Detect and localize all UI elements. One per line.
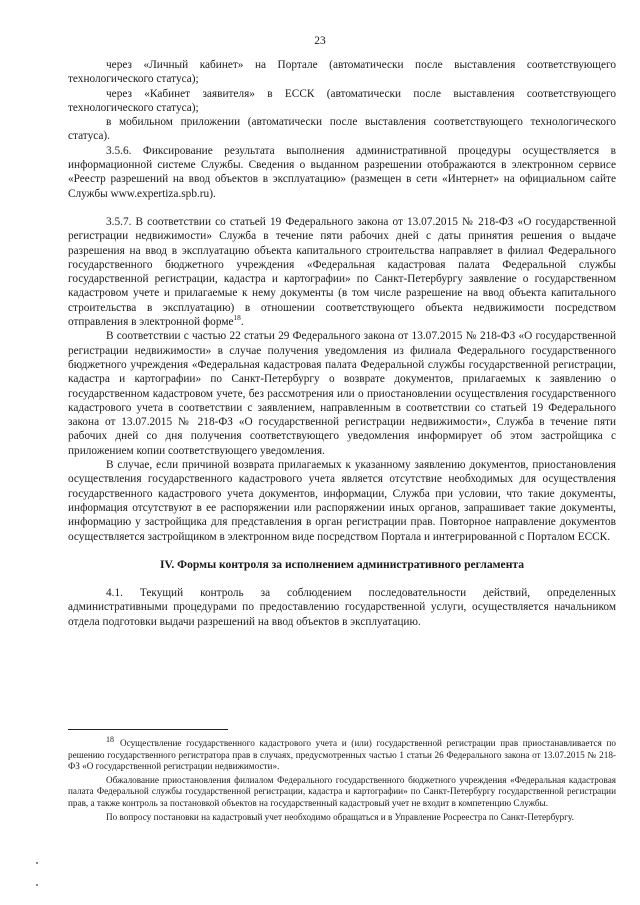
scan-speck [36, 884, 38, 886]
footnote-divider [68, 729, 228, 730]
footnote-18-part-1 [68, 734, 616, 773]
paragraph-part-22: В соответствии с частью 22 статьи 29 Федерального закона от 13.07.2015 № 218-ФЗ «О государственной регистрации недвижимости» в случае получения уведомления из филиала Федерального государственного бюджетного учреждения «Федеральная кадастровая палата Федеральной службы государственной регистрации, кадастра и картографии» по Санкт-Петербургу о возврате документов, прилагаемых к заявлению о государственном кадастровом учете, без рассмотрения или о приостановлении осуществления государственного кадастрового учета в соответствии с заявлением, направленным в соответствии со статьей 19 Федерального закона от 13.07.2015 № 218-ФЗ «О государственной регистрации недвижимости», Служба в течение пяти рабочих дней со дня получения соответствующего уведомления информирует об этом застройщика с приложением копии соответствующего уведомления. [68, 330, 616, 457]
paragraph-essk-cabinet: через «Кабинет заявителя» в ЕССК (автоматически после выставления соответствующего технологического статуса); [68, 87, 616, 114]
paragraph-return-reason: В случае, если причиной возврата прилагаемых к указанному заявлению документов, приостановления осуществления государственного кадастрового учета является отсутствие необходимых для осуществления государственного кадастрового учета документов, информации, Служба при условии, что такие документы, информация отсутствуют в ее распоряжении или распоряжении иных органов, запрашивает такие документы, информацию у застройщика для представления в орган регистрации прав. Повторное направление документов осуществляется застройщиком в электронном виде посредством Портала и интегрированной с Порталом ЕССК. [68, 459, 616, 543]
footnote-18-part-2: Обжалование приостановления филиалом Федерального государственного бюджетного учреждения «Федеральная кадастровая палата Федеральной службы государственной регистрации, кадастра и картографии» по Санкт-Петербургу государственной регистрации прав, а также контроль за постановкой объектов на государственный кадастровый учет не входит в компетенцию Службы. [68, 774, 616, 808]
paragraph-3-5-6: 3.5.6. Фиксирование результата выполнения административной процедуры осуществляется в информационной системе Службы. Сведения о выданном разрешении отображаются в электронном сервисе «Реестр разрешений на ввод объектов в эксплуатацию» (размещен в сети «Интернет» на официальном сайте Службы www.expertiza.spb.ru). [68, 144, 616, 200]
paragraph-3-5-7: 3.5.7. В соответствии со статьей 19 Федерального закона от 13.07.2015 № 218-ФЗ «О государственной регистрации недвижимости» Служба в течение пяти рабочих дней с даты принятия решения о выдаче разрешения на ввод в эксплуатацию объекта капитального строительства направляет в филиал Федерального государственного бюджетного учреждения «Федеральная кадастровая палата Федеральной службы государственной регистрации, кадастра и картографии» по Санкт-Петербургу заявление о государственном кадастровом учете и прилагаемые к нему документы (в том числе разрешение на ввод объекта капитального строительства в эксплуатацию) в отношении соответствующего объекта недвижимости посредством отправления в электронной форме$^{18}$. [68, 215, 616, 329]
scan-speck [36, 862, 38, 864]
footnote-reference[interactable]: 18 [233, 313, 241, 323]
paragraph-4-1: 4.1. Текущий контроль за соблюдением последовательности действий, определенных административными процедурами по предоставлению государственной услуги, осуществляется начальником отдела подготовки выдачи разрешений на ввод объектов в эксплуатацию. [68, 587, 616, 628]
main-text [68, 58, 616, 629]
page-number: 23 [314, 35, 326, 47]
footnote-18-part-3: По вопросу постановки на кадастровый учет необходимо обращаться и в Управление Росреестра по Санкт-Петербургу. [106, 811, 574, 822]
paragraph-lk-portal: через «Личный кабинет» на Портале (автоматически после выставления соответствующего технологического статуса); [68, 59, 616, 86]
section-heading: IV. Формы контроля за исполнением административного регламента [159, 557, 525, 571]
footnotes [68, 734, 616, 823]
paragraph-3-5-7-text: 3.5.7. В соответствии со статьей 19 Федерального закона от 13.07.2015 № 218-ФЗ «О государственной регистрации недвижимости» Служба в течение пяти рабочих дней с даты принятия решения о выдаче разрешения на ввод в эксплуатацию объекта капитального строительства направляет в филиал Федерального государственного бюджетного учреждения «Федеральная кадастровая палата Федеральной службы государственной регистрации, кадастра и картографии» по Санкт-Петербургу заявление о государственном кадастровом учете и прилагаемые к нему документы (в том числе разрешение на ввод объекта капитального строительства в эксплуатацию) в отношении соответствующего объекта недвижимости посредством отправления в электронной форме [68, 215, 616, 329]
footnote-18-text-1: Осуществление государственного кадастрового учета и (или) государственной регистрации прав приостанавливается по решению государственного регистратора прав в случаях, предусмотренных частью 1 статьи 26 Федерального закона от 13.07.2015 № 218-ФЗ «О государственной регистрации недвижимости». [68, 738, 616, 772]
footnote-marker: 18 [106, 734, 114, 744]
paragraph-mobile-app: в мобильном приложении (автоматически после выставления соответствующего технологического статуса). [68, 116, 616, 143]
